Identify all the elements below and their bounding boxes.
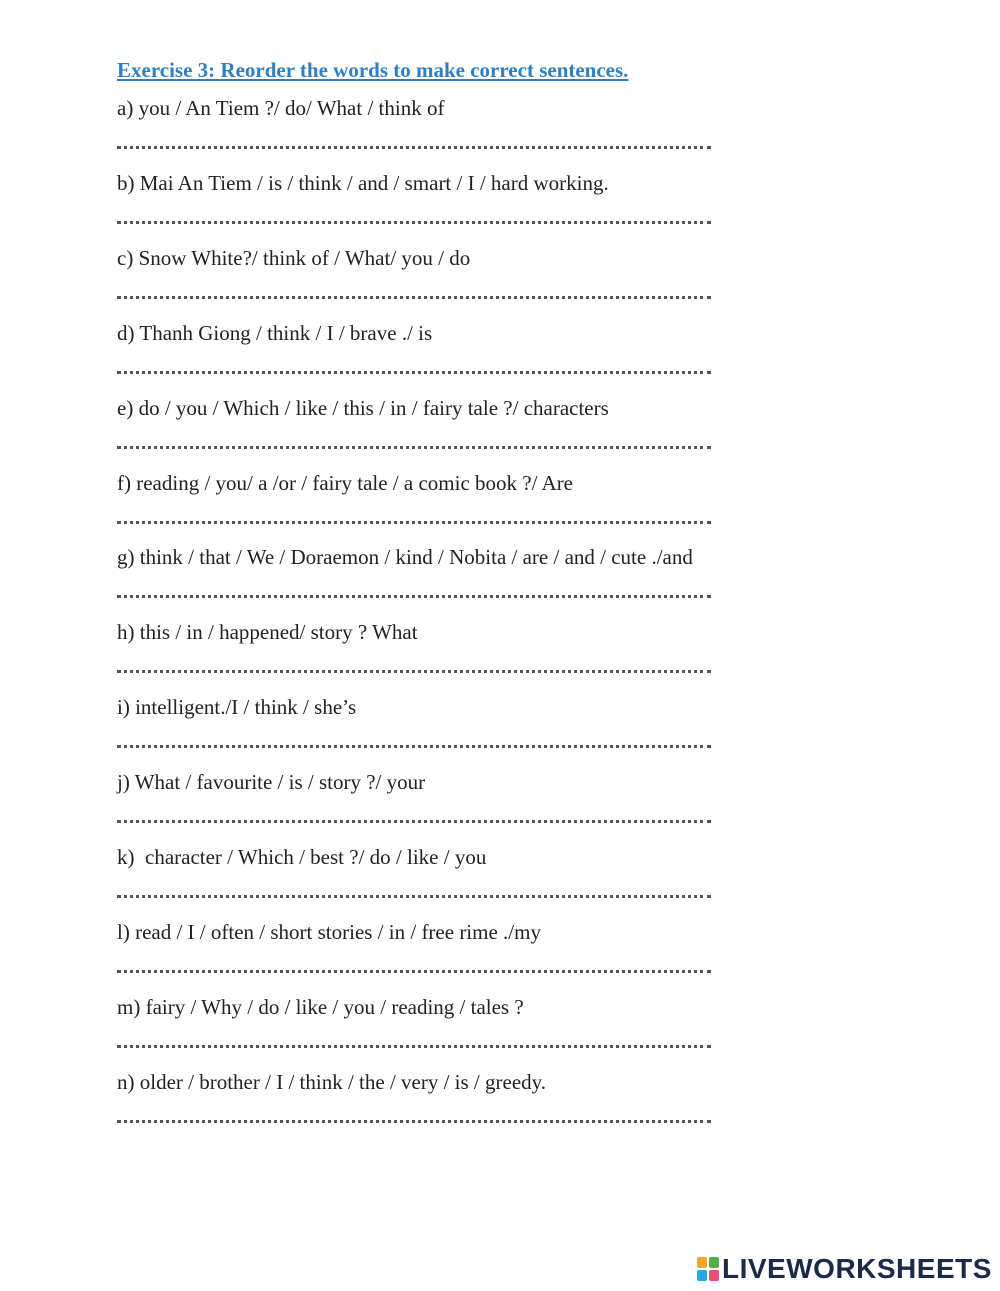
answer-input-line[interactable]: [117, 221, 711, 226]
exercise-item: b) Mai An Tiem / is / think / and / smart / I / hard working.: [117, 170, 609, 195]
exercise-item: d) Thanh Giong / think / I / brave ./ is: [117, 320, 433, 345]
answer-input-line[interactable]: [117, 670, 711, 675]
liveworksheets-logo-icon: [697, 1257, 719, 1281]
answer-input-line[interactable]: [117, 745, 711, 750]
answer-input-line[interactable]: [117, 1120, 711, 1125]
logo-text: LIVEWORKSHEETS: [722, 1253, 992, 1284]
exercise-item: c) Snow White?/ think of / What/ you / do: [117, 245, 471, 270]
exercise-item: e) do / you / Which / like / this / in / fairy tale ?/ characters: [117, 395, 609, 420]
answer-input-line[interactable]: [117, 371, 711, 376]
answer-input-line[interactable]: [117, 146, 711, 151]
answer-input-line[interactable]: [117, 521, 711, 526]
exercise-item: g) think / that / We / Doraemon / kind / Nobita / are / and / cute ./and: [117, 545, 693, 570]
answer-input-line[interactable]: [117, 296, 711, 301]
answer-input-line[interactable]: [117, 895, 711, 900]
exercise-item: h) this / in / happened/ story ? What: [117, 620, 418, 645]
answer-input-line[interactable]: [117, 820, 711, 825]
exercise-item: m) fairy / Why / do / like / you / reading / tales ?: [117, 994, 524, 1019]
answer-input-line[interactable]: [117, 595, 711, 600]
exercise-item: a) you / An Tiem ?/ do/ What / think of: [117, 96, 445, 120]
answer-input-line[interactable]: [117, 1045, 711, 1050]
exercise-item: k) character / Which / best ?/ do / like / you: [117, 845, 487, 869]
exercise-item: f) reading / you/ a /or / fairy tale / a comic book ?/ Are: [117, 470, 574, 495]
liveworksheets-logo: [697, 1254, 992, 1284]
exercise-item: j) What / favourite / is / story ?/ your: [117, 770, 426, 795]
exercise-title: Exercise 3: Reorder the words to make correct sentences.: [117, 58, 629, 82]
exercise-item: n) older / brother / I / think / the / very / is / greedy.: [117, 1069, 547, 1094]
answer-input-line[interactable]: [117, 970, 711, 975]
answer-input-line[interactable]: [117, 446, 711, 451]
exercise-item: i) intelligent./I / think / she’s: [117, 695, 357, 720]
exercise-item: l) read / I / often / short stories / in / free rime ./my: [117, 919, 541, 944]
